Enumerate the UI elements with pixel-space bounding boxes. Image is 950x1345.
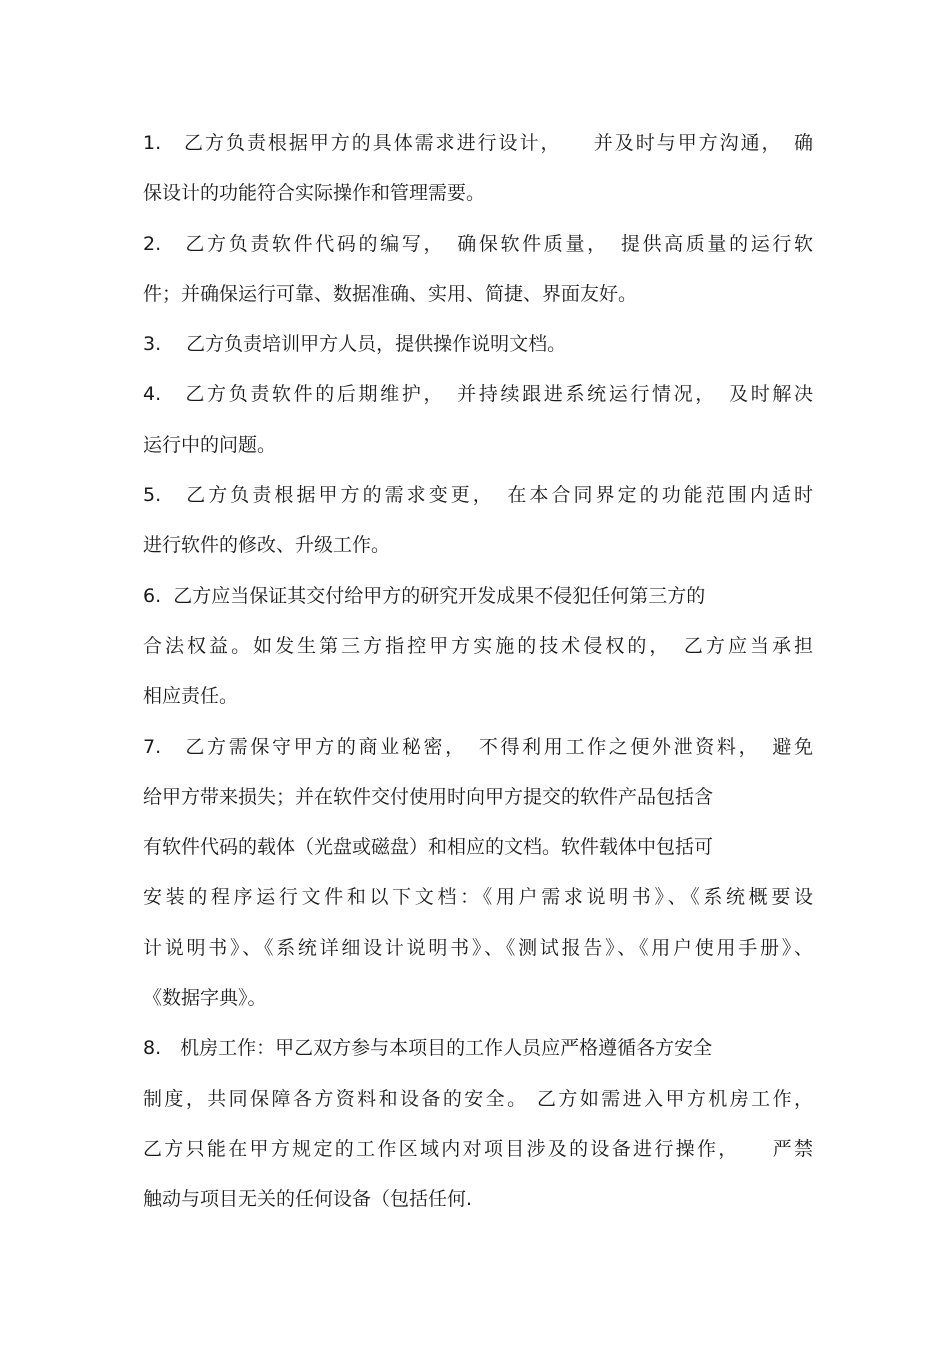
text-line-content: 进行软件的修改、升级工作。 <box>143 534 391 557</box>
text-line <box>143 822 813 872</box>
text-line <box>143 872 813 922</box>
text-line-content: 制度，共同保障各方资料和设备的安全。 乙方如需进入甲方机房工作， <box>143 1087 813 1110</box>
text-line <box>143 520 813 570</box>
text-line <box>143 1074 813 1124</box>
text-line-content: 合法权益。如发生第三方指控甲方实施的技术侵权的， 乙方应当承担 <box>143 634 813 657</box>
text-line <box>143 219 813 269</box>
text-line-content: 《数据字典》。 <box>143 987 267 1010</box>
text-line <box>143 1023 813 1073</box>
text-line-content: 件；并确保运行可靠、数据准确、实用、简捷、界面友好。 <box>143 282 638 305</box>
text-line-content: 给甲方带来损失；并在软件交付使用时向甲方提交的软件产品包括含 <box>143 785 714 808</box>
text-line <box>143 772 813 822</box>
text-line <box>143 269 813 319</box>
document-body <box>143 118 813 1225</box>
text-line-content: 有软件代码的载体（光盘或磁盘）和相应的文档。软件载体中包括可 <box>143 836 714 859</box>
text-line-content: 相应责任。 <box>143 685 239 708</box>
text-line-content: 5. 乙方负责根据甲方的需求变更， 在本合同界定的功能范围内适时 <box>143 484 813 507</box>
text-line-content: 7. 乙方需保守甲方的商业秘密， 不得利用工作之便外泄资料， 避免 <box>143 735 813 758</box>
text-line <box>143 1174 813 1224</box>
text-line-content: 2. 乙方负责软件代码的编写， 确保软件质量， 提供高质量的运行软 <box>143 232 813 255</box>
text-line <box>143 168 813 218</box>
text-line <box>143 571 813 621</box>
text-line-content: 3. 乙方负责培训甲方人员，提供操作说明文档。 <box>143 333 567 356</box>
text-line-content: 保设计的功能符合实际操作和管理需要。 <box>143 182 486 205</box>
text-line <box>143 671 813 721</box>
text-line-content: 6. 乙方应当保证其交付给甲方的研究开发成果不侵犯任何第三方的 <box>143 584 706 607</box>
text-line-content: 8. 机房工作：甲乙双方参与本项目的工作人员应严格遵循各方安全 <box>143 1037 713 1060</box>
text-line <box>143 923 813 973</box>
text-line <box>143 621 813 671</box>
text-line <box>143 118 813 168</box>
text-line-content: 乙方只能在甲方规定的工作区域内对项目涉及的设备进行操作， 严禁 <box>143 1137 813 1160</box>
text-line <box>143 470 813 520</box>
text-line <box>143 973 813 1023</box>
text-line-content: 运行中的问题。 <box>143 433 277 456</box>
text-line-content: 触动与项目无关的任何设备（包括任何. <box>143 1188 473 1211</box>
text-line <box>143 319 813 369</box>
text-line <box>143 722 813 772</box>
text-line-content: 4. 乙方负责软件的后期维护， 并持续跟进系统运行情况， 及时解决 <box>143 383 813 406</box>
text-line <box>143 1124 813 1174</box>
text-line-content: 安装的程序运行文件和以下文档：《用户需求说明书》、《系统概要设 <box>143 886 813 909</box>
text-line-content: 计说明书》、《系统详细设计说明书》、《测试报告》、《用户使用手册》、 <box>143 936 813 959</box>
text-line <box>143 369 813 419</box>
text-line <box>143 420 813 470</box>
text-line-content: 1. 乙方负责根据甲方的具体需求进行设计， 并及时与甲方沟通， 确 <box>143 132 813 154</box>
